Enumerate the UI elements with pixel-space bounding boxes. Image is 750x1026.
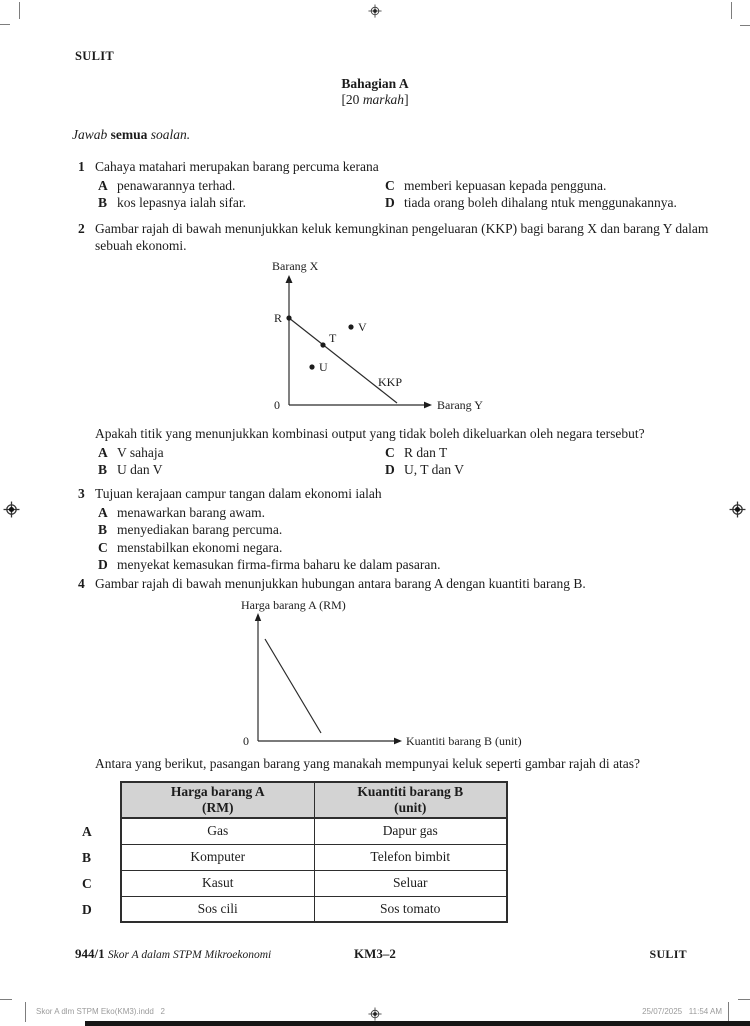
table-cell: Seluar — [314, 870, 507, 896]
question-number: 1 — [78, 159, 85, 174]
marks-word: markah — [362, 92, 405, 107]
crop-mark — [731, 2, 732, 19]
point-u-label: U — [319, 360, 328, 374]
question-1 — [78, 159, 722, 212]
option-letter: B — [98, 461, 108, 477]
point-r-dot — [286, 315, 291, 320]
option-letter: D — [385, 461, 395, 477]
kkp-curve — [289, 318, 397, 403]
point-v-label: V — [358, 320, 367, 334]
origin-label: 0 — [243, 734, 249, 748]
arrow-right-icon — [394, 738, 402, 745]
section-marks — [0, 92, 750, 108]
page-code: KM3–2 — [354, 946, 396, 961]
question-stem: Gambar rajah di bawah menunjukkan hubungan antara barang A dengan kuantiti barang B. — [95, 576, 586, 591]
options-list — [95, 504, 720, 574]
print-datetime: 25/07/2025 11:54 AM — [642, 1007, 722, 1016]
option-letter: C — [385, 178, 395, 193]
point-t-label: T — [329, 331, 337, 345]
option-letter: B — [98, 522, 108, 538]
point-t-dot — [320, 342, 325, 347]
option-b — [95, 521, 720, 538]
instruction-part3: soalan. — [147, 127, 191, 142]
table-cell: Sos cili — [121, 896, 314, 922]
question-number: 3 — [78, 486, 85, 501]
question-number: 4 — [78, 576, 85, 591]
table-cell: Komputer — [121, 844, 314, 870]
option-d — [382, 194, 720, 211]
option-letter: B — [98, 195, 108, 211]
point-r-label: R — [273, 311, 282, 325]
table-header-row — [121, 782, 507, 818]
option-text: menstabilkan ekonomi negara. — [117, 539, 283, 555]
registration-mark-icon — [729, 501, 746, 518]
option-d — [382, 461, 720, 478]
point-u-dot — [309, 364, 314, 369]
crop-mark — [0, 24, 10, 25]
option-text: tiada orang boleh dihalang ntuk menggunakannya. — [404, 195, 677, 211]
row-label-c: C — [82, 876, 92, 891]
x-axis-label: Kuantiti barang B (unit) — [406, 734, 522, 748]
answer-table — [120, 781, 508, 923]
arrow-right-icon — [424, 402, 432, 409]
question-2 — [78, 221, 722, 254]
instruction-part1: Jawab — [72, 127, 111, 142]
question-3 — [78, 486, 722, 574]
confidential-label: SULIT — [75, 49, 115, 63]
paper-title: Skor A dalam STPM Mikroekonomi — [107, 949, 272, 961]
option-text: menyediakan barang percuma. — [117, 522, 283, 538]
table-cell: Telefon bimbit — [314, 844, 507, 870]
option-b — [95, 461, 382, 478]
option-letter: A — [98, 505, 108, 520]
marks-prefix: [20 — [341, 92, 363, 107]
table-row — [121, 870, 507, 896]
col2-header-line1: Kuantiti barang B — [357, 784, 464, 799]
option-letter: D — [385, 195, 395, 211]
confidential-label-footer: SULIT — [649, 947, 687, 961]
question-text: Apakah titik yang menunjukkan kombinasi output yang tidak boleh dikeluarkan oleh negara tersebut? — [95, 426, 645, 441]
y-axis-label: Harga barang A (RM) — [241, 598, 346, 612]
option-c — [382, 177, 720, 194]
option-text: menawarkan barang awam. — [117, 505, 266, 520]
option-letter: C — [385, 444, 395, 460]
y-axis-label: Barang X — [272, 259, 319, 273]
paper-code: 944/1 — [75, 946, 105, 961]
table-row — [121, 844, 507, 870]
question-stem: Tujuan kerajaan campur tangan dalam ekonomi ialah — [95, 486, 382, 501]
marks-suffix: ] — [404, 92, 409, 107]
question-2-followup — [95, 425, 720, 478]
option-text: U dan V — [117, 461, 163, 477]
table-cell: Gas — [121, 818, 314, 844]
answer-table-area — [78, 781, 508, 923]
col1-header-line1: Harga barang A — [170, 784, 265, 799]
col2-header — [314, 782, 507, 818]
crop-mark — [728, 1002, 729, 1022]
print-filename: Skor A dlm STPM Eko(KM3).indd 2 — [36, 1007, 165, 1016]
instruction-part2: semua — [110, 127, 148, 142]
option-text: U, T dan V — [404, 461, 465, 477]
col2-header-line2: (unit) — [394, 800, 427, 815]
option-text: memberi kepuasan kepada pengguna. — [404, 178, 607, 193]
options-grid — [95, 444, 720, 479]
curve-label: KKP — [378, 375, 403, 389]
row-label-b: B — [82, 850, 92, 865]
section-title: Bahagian A — [341, 76, 409, 91]
table-row — [121, 896, 507, 922]
question-text: Antara yang berikut, pasangan barang yang manakah mempunyai keluk seperti gambar rajah di atas? — [95, 756, 641, 771]
demand-graph — [200, 597, 532, 749]
option-c — [382, 444, 720, 461]
table-cell: Kasut — [121, 870, 314, 896]
crop-mark — [0, 999, 12, 1000]
question-4 — [78, 576, 722, 593]
option-a — [95, 177, 382, 194]
x-axis-label: Barang Y — [437, 398, 483, 412]
row-label-d: D — [82, 902, 92, 917]
table-cell: Sos tomato — [314, 896, 507, 922]
demand-curve — [265, 639, 321, 733]
table-cell: Dapur gas — [314, 818, 507, 844]
registration-mark-icon — [368, 1007, 382, 1021]
option-text: V sahaja — [117, 444, 164, 460]
question-4-followup — [95, 755, 720, 772]
page-edge-bar — [85, 1021, 750, 1026]
crop-mark — [738, 999, 750, 1000]
option-text: penawarannya terhad. — [117, 178, 236, 193]
option-d — [95, 556, 720, 573]
origin-label: 0 — [274, 398, 280, 412]
row-label-a: A — [82, 824, 92, 839]
option-text: menyekat kemasukan firma-firma baharu ke dalam pasaran. — [117, 557, 441, 573]
option-a — [95, 504, 720, 521]
options-grid — [95, 177, 720, 212]
table-row — [121, 818, 507, 844]
question-stem: Cahaya matahari merupakan barang percuma kerana — [95, 159, 379, 174]
option-b — [95, 194, 382, 211]
question-number: 2 — [78, 221, 85, 236]
col1-header-line2: (RM) — [202, 800, 234, 815]
option-letter: D — [98, 557, 108, 573]
point-v-dot — [348, 324, 353, 329]
option-a — [95, 444, 382, 461]
option-text: R dan T — [404, 444, 448, 460]
option-letter: A — [98, 178, 108, 193]
option-letter: C — [98, 539, 108, 555]
ppc-graph — [240, 255, 520, 419]
col1-header — [121, 782, 314, 818]
option-letter: A — [98, 444, 108, 460]
crop-mark — [19, 2, 20, 19]
crop-mark — [740, 25, 750, 26]
option-text: kos lepasnya ialah sifar. — [117, 195, 246, 211]
crop-mark — [25, 1002, 26, 1022]
instruction-line — [72, 127, 190, 143]
registration-mark-icon — [3, 501, 20, 518]
registration-mark-icon — [368, 4, 382, 18]
option-c — [95, 539, 720, 556]
question-stem: Gambar rajah di bawah menunjukkan keluk kemungkinan pengeluaran (KKP) bagi barang X dan barang Y dalam sebuah ekonomi. — [95, 221, 709, 253]
